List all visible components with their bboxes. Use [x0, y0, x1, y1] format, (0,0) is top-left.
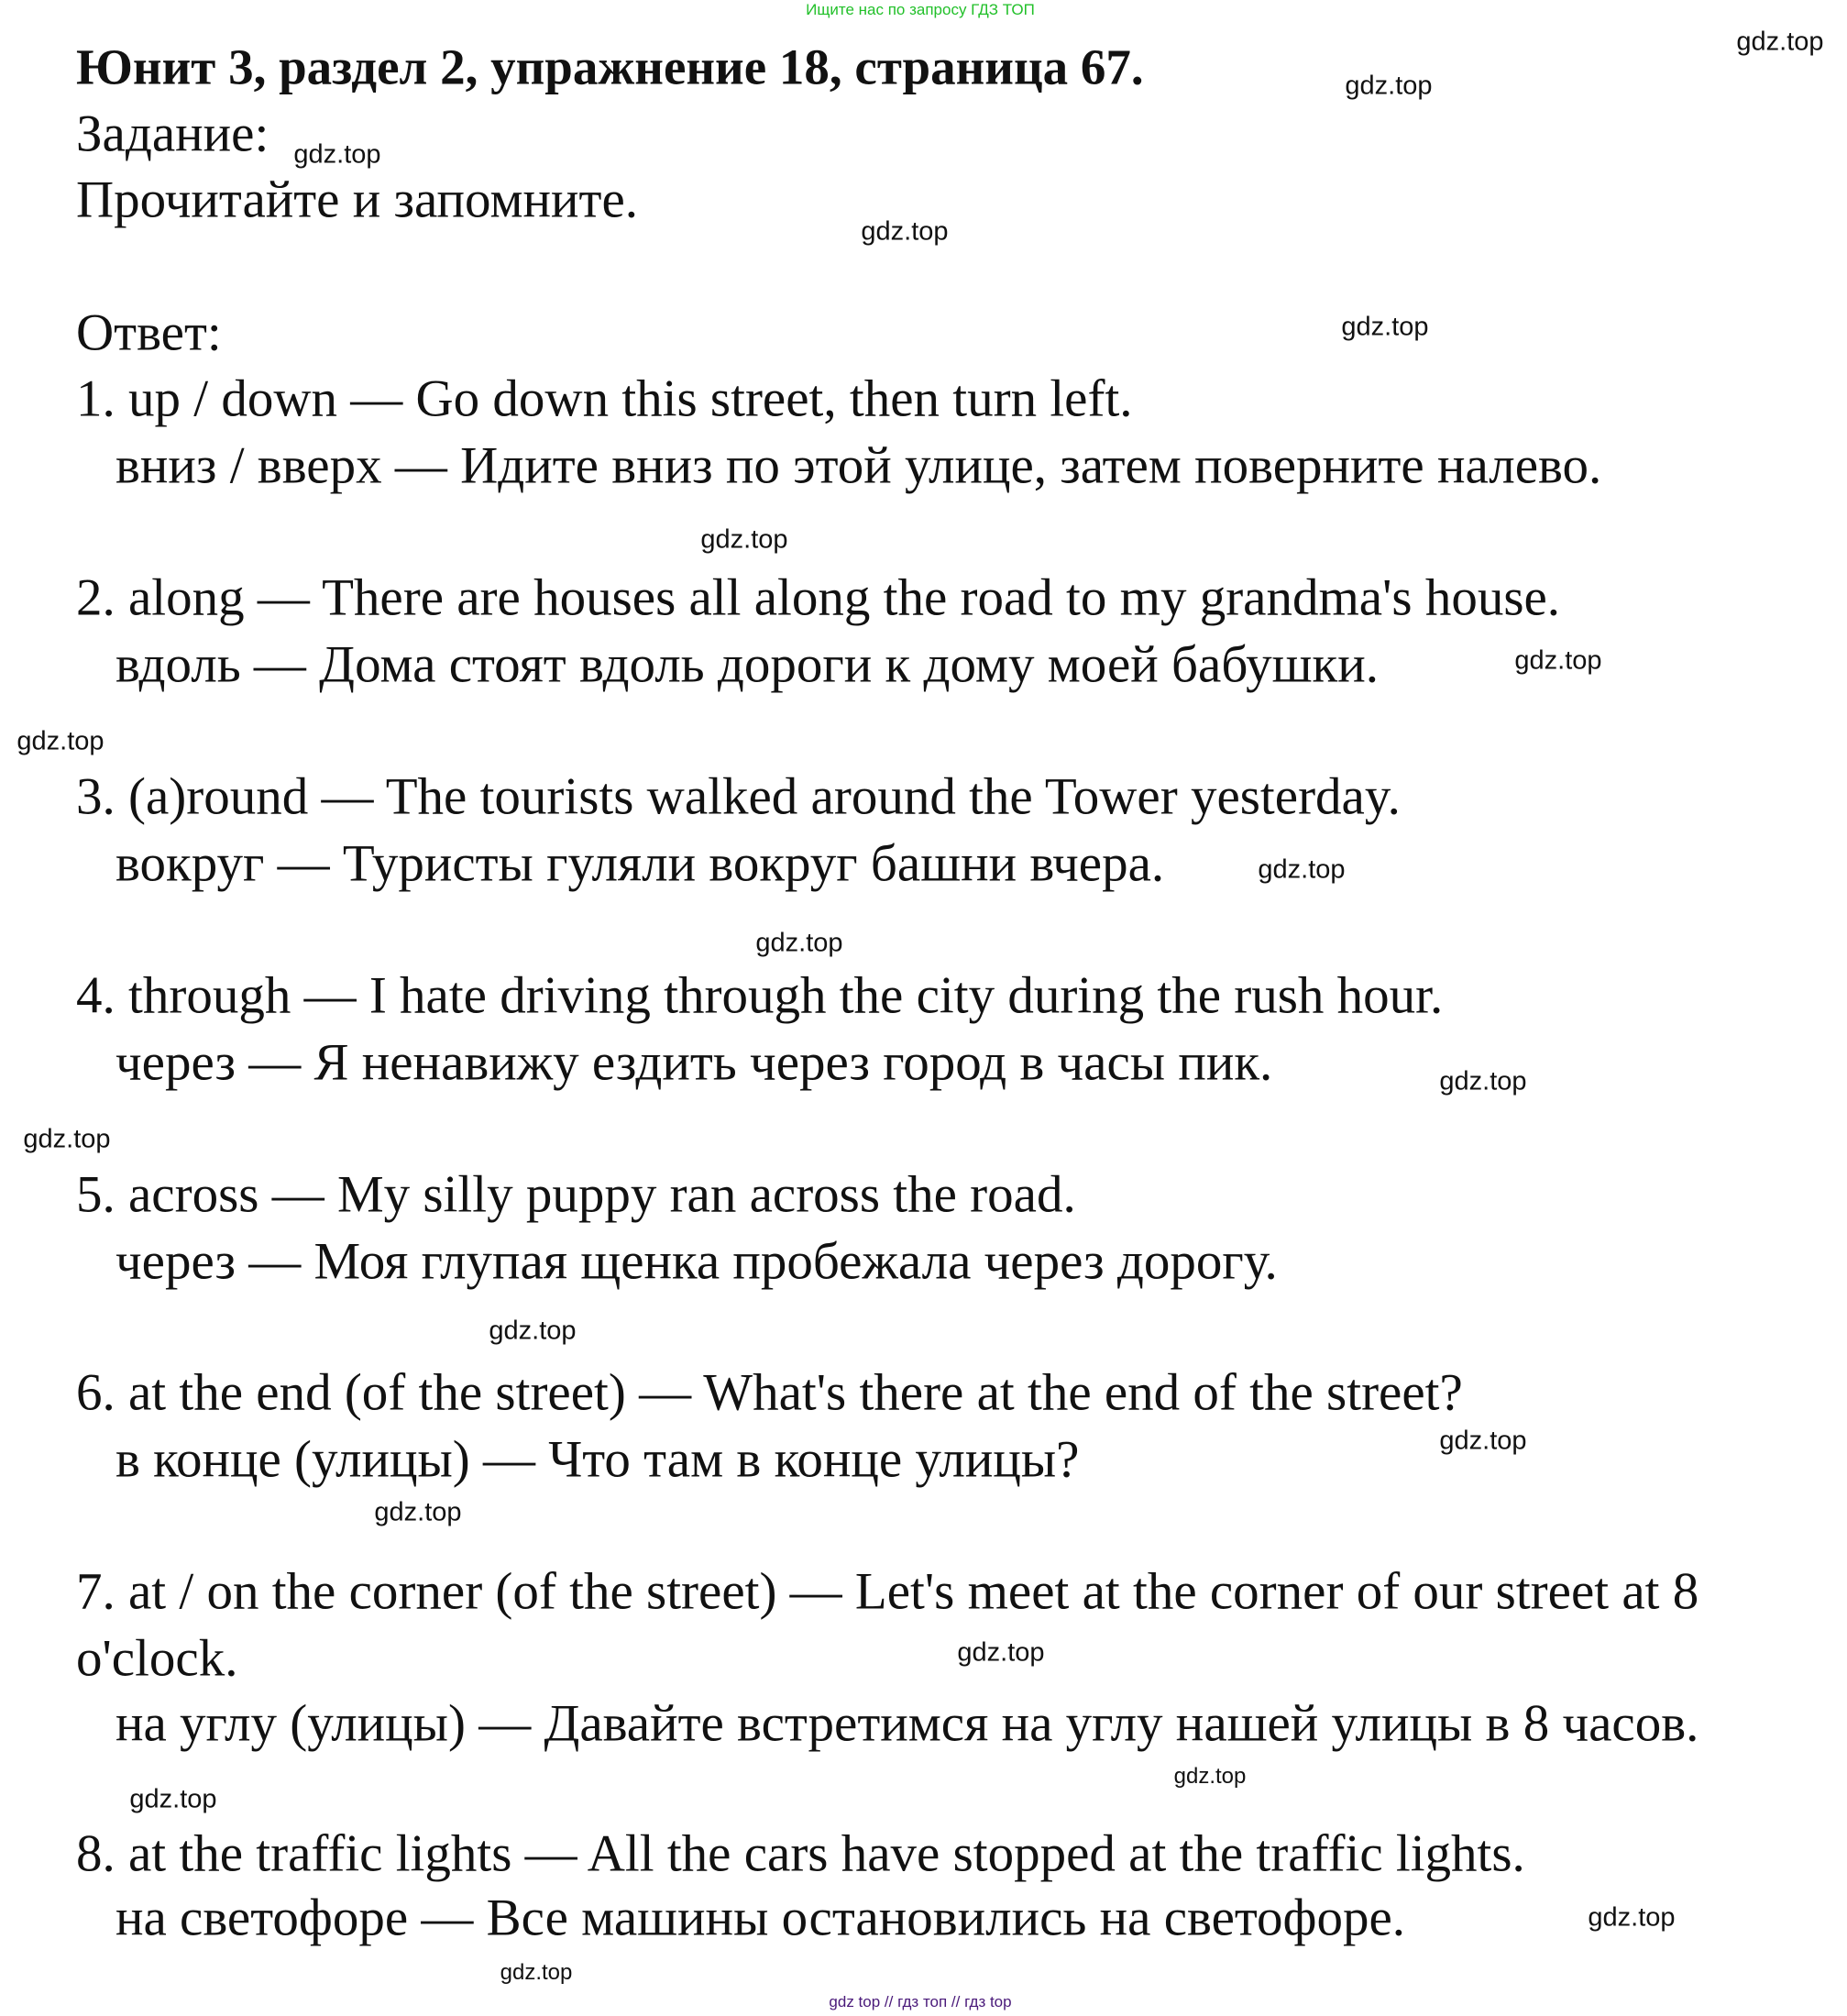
answer-ru: через — Я ненавижу ездить через город в часы пик.: [115, 1033, 1273, 1092]
watermark: gdz.top: [16, 726, 104, 756]
answer-en: 7. at / on the corner (of the street) — Let's meet at the corner of our street at 8: [76, 1562, 1699, 1621]
watermark: gdz.top: [1341, 312, 1429, 342]
answer-en: 3. (a)round — The tourists walked around the Tower yesterday.: [76, 767, 1401, 826]
answer-ru: на светофоре — Все машины остановились на светофоре.: [115, 1889, 1406, 1947]
footer-banner[interactable]: gdz top // гдз топ // гдз top: [829, 1993, 1012, 2010]
answer-ru: вокруг — Туристы гуляли вокруг башни вчера.: [115, 834, 1165, 893]
answer-en: 2. along — There are houses all along the road to my grandma's house.: [76, 568, 1561, 627]
header-banner[interactable]: Ищите нас по запросу ГДЗ ТОП: [806, 1, 1035, 18]
watermark: gdz.top: [293, 139, 381, 170]
answer-en: 1. up / down — Go down this street, then turn left.: [76, 369, 1133, 428]
answer-ru: на углу (улицы) — Давайте встретимся на углу нашей улицы в 8 часов.: [115, 1694, 1699, 1753]
watermark: gdz.top: [500, 1960, 573, 1985]
watermark: gdz.top: [700, 524, 788, 555]
page-title: Юнит 3, раздел 2, упражнение 18, страница 67.: [76, 39, 1144, 95]
watermark: gdz.top: [1588, 1902, 1676, 1933]
answer-en: 8. at the traffic lights — All the cars have stopped at the traffic lights.: [76, 1824, 1525, 1883]
answer-ru: через — Моя глупая щенка пробежала через дорогу.: [115, 1232, 1278, 1291]
task-label: Задание:: [76, 105, 269, 163]
task-text: Прочитайте и запомните.: [76, 171, 639, 229]
answer-ru: вдоль — Дома стоят вдоль дороги к дому моей бабушки.: [115, 635, 1379, 694]
watermark: gdz.top: [1736, 27, 1824, 57]
watermark: gdz.top: [23, 1124, 111, 1154]
watermark: gdz.top: [374, 1497, 462, 1527]
watermark: gdz.top: [1258, 854, 1346, 885]
answer-en: 4. through — I hate driving through the city during the rush hour.: [76, 966, 1444, 1025]
watermark: gdz.top: [489, 1316, 577, 1346]
answer-ru: вниз / вверх — Идите вниз по этой улице, затем поверните налево.: [115, 436, 1602, 495]
watermark: gdz.top: [1514, 645, 1602, 676]
watermark: gdz.top: [1345, 71, 1433, 101]
watermark: gdz.top: [755, 928, 843, 958]
watermark: gdz.top: [129, 1784, 217, 1814]
answer-ru: в конце (улицы) — Что там в конце улицы?: [115, 1430, 1080, 1489]
watermark: gdz.top: [1439, 1426, 1527, 1456]
watermark: gdz.top: [1173, 1764, 1247, 1789]
watermark: gdz.top: [957, 1637, 1045, 1668]
answer-en-continued: o'clock.: [76, 1629, 238, 1688]
watermark: gdz.top: [1439, 1066, 1527, 1096]
watermark: gdz.top: [861, 216, 949, 247]
answer-en: 5. across — My silly puppy ran across the road.: [76, 1165, 1076, 1224]
answer-en: 6. at the end (of the street) — What's there at the end of the street?: [76, 1363, 1463, 1422]
answer-label: Ответ:: [76, 303, 222, 362]
